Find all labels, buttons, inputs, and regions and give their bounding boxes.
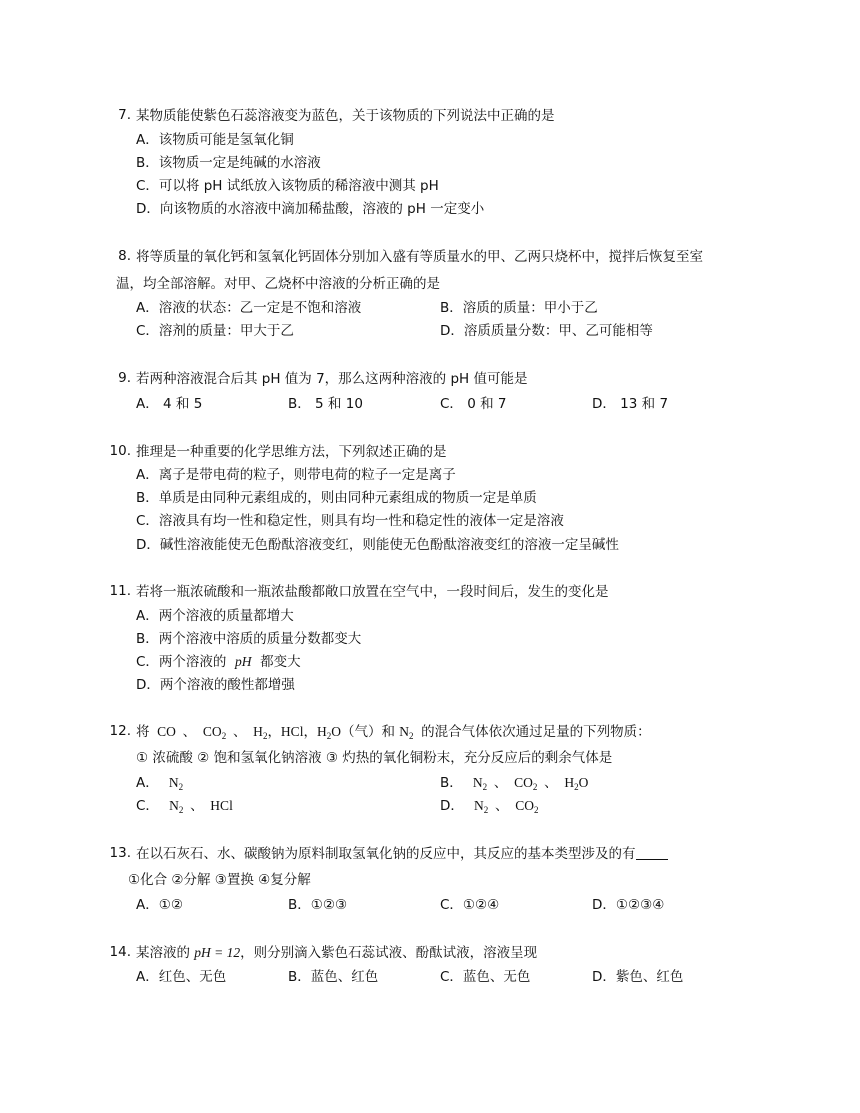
option-b: B． $N_2$ 、 $CO_2$ 、 $H_2O$ (440, 775, 589, 792)
choices-line: ①化合 ②分解 ③置换 ④复分解 (128, 872, 311, 888)
substances-line: ① 浓硫酸 ② 饱和氢氧化钠溶液 ③ 灼热的氧化铜粉末，充分反应后的剩余气体是 (136, 750, 613, 766)
option-c (136, 653, 301, 671)
question-stem: 某物质能使紫色石蕊溶液变为蓝色，关于该物质的下列说法中正确的是 (136, 108, 555, 124)
question-number: 7. (118, 107, 131, 123)
option-c: C．可以将 pH 试纸放入该物质的稀溶液中测其 pH (136, 178, 439, 194)
question-number: 12. (109, 723, 131, 739)
question-stem: 若将一瓶浓硫酸和一瓶浓盐酸都敞口放置在空气中，一段时间后，发生的变化是 (136, 584, 609, 600)
option-d: D． 13 和 7 (592, 396, 669, 412)
option-d: D．两个溶液的酸性都增强 (136, 677, 295, 693)
option-c: C．溶液具有均一性和稳定性，则具有均一性和稳定性的液体一定是溶液 (136, 513, 564, 529)
option-b: B．溶质的质量：甲小于乙 (440, 300, 598, 316)
question-number: 9. (118, 370, 131, 386)
option-a: A．离子是带电荷的粒子，则带电荷的粒子一定是离子 (136, 467, 456, 483)
option-b: B．蓝色、红色 (288, 969, 379, 985)
question-stem: 在以石灰石、水、碳酸钠为原料制取氢氧化钠的反应中，其反应的基本类型涉及的有 (136, 845, 668, 863)
ph-symbol: pH (235, 654, 252, 669)
option-a: A． 4 和 5 (136, 396, 203, 412)
question-number: 14. (109, 944, 131, 960)
option-b: B． 5 和 10 (288, 396, 363, 412)
stem-suffix: ，则分别滴入紫色石蕊试液、酚酞试液，溶液呈现 (240, 945, 538, 961)
gas-note: （气）和 (340, 724, 400, 740)
option-c-tail: 都变大 (260, 654, 301, 670)
option-a: A．①② (136, 897, 183, 913)
stem-prefix: 某溶液的 (136, 945, 190, 961)
option-a: A． $N_2$ (136, 775, 184, 792)
stem-prefix: 将 (136, 724, 150, 740)
option-c: C．①②④ (440, 897, 500, 913)
option-b: B．该物质一定是纯碱的水溶液 (136, 155, 321, 171)
option-d: D．①②③④ (592, 897, 665, 913)
option-d: D．碱性溶液能使无色酚酞溶液变红，则能使无色酚酞溶液变红的溶液一定呈碱性 (136, 537, 619, 553)
option-b: B．①②③ (288, 897, 348, 913)
formula-list: CO 、 $CO_2$ 、 $H_2$，HCl，$H_2O$ (153, 724, 341, 741)
question-stem: 推理是一种重要的化学思维方法，下列叙述正确的是 (136, 444, 447, 460)
option-a: A．溶液的状态：乙一定是不饱和溶液 (136, 300, 362, 316)
option-b: B．单质是由同种元素组成的，则由同种元素组成的物质一定是单质 (136, 490, 537, 506)
option-a: A．红色、无色 (136, 969, 227, 985)
option-c: C．溶剂的质量：甲大于乙 (136, 323, 294, 339)
option-c: C． $N_2$ 、 HCl (136, 798, 233, 815)
question-number: 10. (109, 443, 131, 459)
question-stem: 若两种溶液混合后其 pH 值为 7，那么这两种溶液的 pH 值可能是 (136, 371, 528, 387)
stem-suffix: 的混合气体依次通过足量的下列物质： (421, 724, 651, 740)
option-d: D．向该物质的水溶液中滴加稀盐酸，溶液的 pH 一定变小 (136, 201, 485, 217)
option-d: D．溶质质量分数：甲、乙可能相等 (440, 323, 653, 339)
question-stem-line-2: 温，均全部溶解。对甲、乙烧杯中溶液的分析正确的是 (116, 276, 440, 292)
question-number: 11. (109, 583, 131, 599)
option-a: A．两个溶液的质量都增大 (136, 608, 294, 624)
option-d: D．紫色、红色 (592, 969, 684, 985)
question-number: 8. (118, 248, 131, 264)
question-stem-line-1: 将等质量的氧化钙和氢氧化钙固体分别加入盛有等质量水的甲、乙两只烧杯中，搅拌后恢复至室 (136, 249, 703, 265)
option-c-text: C．两个溶液的 (136, 654, 227, 670)
option-a: A．该物质可能是氢氧化铜 (136, 132, 294, 148)
formula-n2: $N_2$ (399, 724, 414, 741)
option-b: B．两个溶液中溶质的质量分数都变大 (136, 631, 362, 647)
question-stem (136, 723, 651, 741)
question-stem (136, 944, 537, 962)
option-c: C．蓝色、无色 (440, 969, 531, 985)
ph-equation: pH = 12 (194, 945, 241, 960)
answer-blank (636, 847, 668, 860)
question-number: 13. (109, 845, 131, 861)
option-d: D． $N_2$ 、 $CO_2$ (440, 798, 539, 815)
option-c: C． 0 和 7 (440, 396, 507, 412)
